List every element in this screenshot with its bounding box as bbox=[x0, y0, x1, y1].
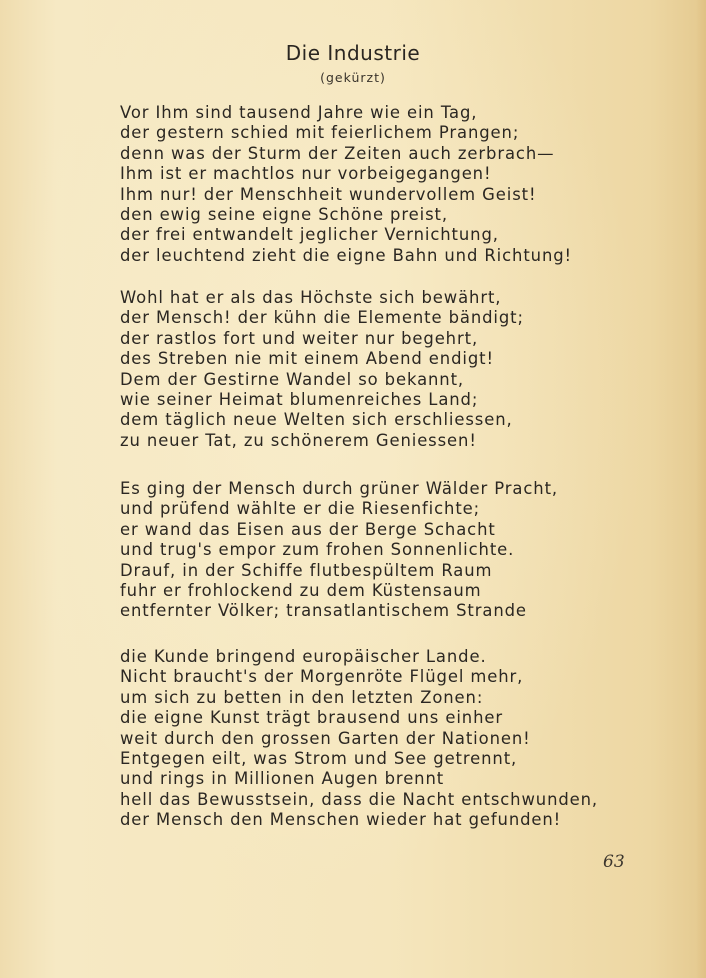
poem-subtitle: (gekürzt) bbox=[320, 70, 386, 85]
stanza-1 bbox=[120, 103, 572, 266]
verse-line: hell das Bewusstsein, dass die Nacht entschwunden, bbox=[120, 789, 599, 809]
verse-line: die eigne Kunst trägt brausend uns einher bbox=[120, 708, 503, 728]
stanza-2 bbox=[120, 288, 524, 451]
verse-line: er wand das Eisen aus der Berge Schacht bbox=[120, 519, 496, 539]
verse-line: Dem der Gestirne Wandel so bekannt, bbox=[120, 369, 465, 389]
verse-line: und trug's empor zum frohen Sonnenlichte. bbox=[120, 540, 515, 560]
verse-line: den ewig seine eigne Schöne preist, bbox=[120, 204, 448, 224]
verse-line: der frei entwandelt jeglicher Vernichtung, bbox=[120, 225, 499, 245]
verse-line: dem täglich neue Welten sich erschliessen, bbox=[120, 410, 513, 430]
verse-line: Es ging der Mensch durch grüner Wälder Pracht, bbox=[120, 479, 559, 498]
verse-line: und prüfend wählte er die Riesenfichte; bbox=[120, 499, 481, 519]
verse-line: Entgegen eilt, was Strom und See getrennt, bbox=[120, 748, 518, 768]
verse-line: Ihm nur! der Menschheit wundervollem Geist! bbox=[120, 184, 537, 204]
page-edge-shadow bbox=[696, 0, 706, 978]
verse-line: entfernter Völker; transatlantischem Strande bbox=[120, 601, 527, 621]
verse-line: der rastlos fort und weiter nur begehrt, bbox=[120, 328, 479, 348]
verse-line: fuhr er frohlockend zu dem Küstensaum bbox=[120, 580, 482, 600]
verse-line: der gestern schied mit feierlichem Prangen; bbox=[120, 123, 520, 143]
verse-line: und rings in Millionen Augen brennt bbox=[120, 769, 445, 789]
verse-line: Ihm ist er machtlos nur vorbeigegangen! bbox=[120, 164, 492, 184]
verse-line: zu neuer Tat, zu schönerem Geniessen! bbox=[120, 430, 477, 450]
verse-line: Vor Ihm sind tausend Jahre wie ein Tag, bbox=[120, 103, 478, 122]
stanza-3 bbox=[120, 479, 558, 622]
verse-line: Drauf, in der Schiffe flutbespültem Raum bbox=[120, 560, 493, 580]
verse-line: der Mensch den Menschen wieder hat gefunden! bbox=[120, 810, 562, 830]
stanza-4 bbox=[120, 647, 598, 831]
verse-line: um sich zu betten in den letzten Zonen: bbox=[120, 687, 484, 707]
page-number: 63 bbox=[603, 852, 625, 872]
verse-line: der leuchtend zieht die eigne Bahn und Richtung! bbox=[120, 245, 573, 265]
verse-line: denn was der Sturm der Zeiten auch zerbrach— bbox=[120, 143, 555, 163]
verse-line: des Streben nie mit einem Abend endigt! bbox=[120, 349, 494, 369]
verse-line: wie seiner Heimat blumenreiches Land; bbox=[120, 389, 479, 409]
poem-title: Die Industrie bbox=[285, 41, 421, 65]
verse-line: der Mensch! der kühn die Elemente bändigt; bbox=[120, 308, 524, 328]
verse-line: die Kunde bringend europäischer Lande. bbox=[120, 647, 487, 666]
verse-line: Wohl hat er als das Höchste sich bewährt, bbox=[120, 288, 502, 307]
verse-line: weit durch den grossen Garten der Nationen! bbox=[120, 728, 531, 748]
verse-line: Nicht braucht's der Morgenröte Flügel mehr, bbox=[120, 667, 524, 687]
